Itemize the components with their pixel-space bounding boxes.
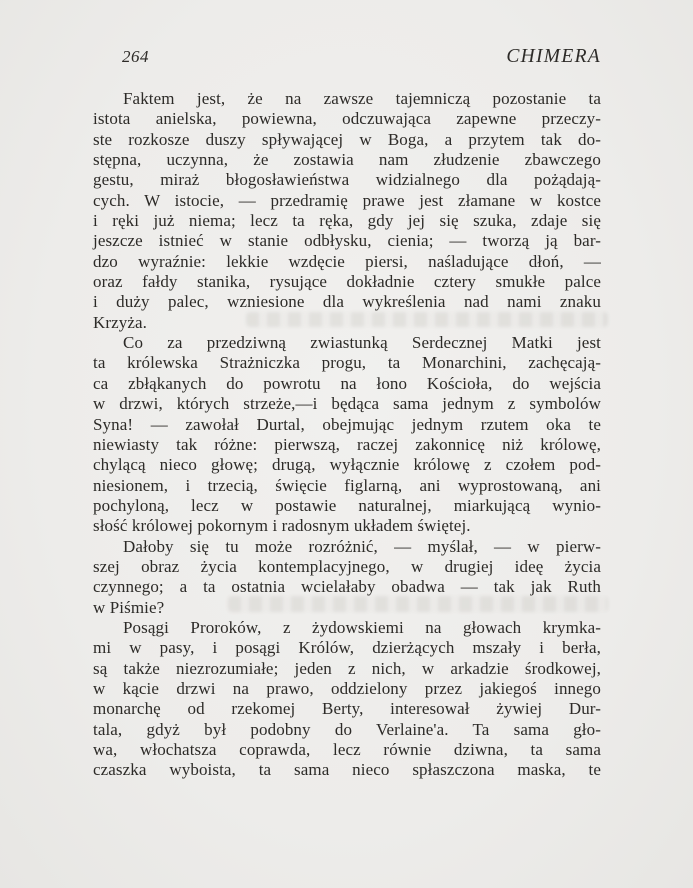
text-line: dzo wyraźnie: lekkie wzdęcie piersi, naśladujące dłoń, — bbox=[93, 251, 601, 271]
paragraph bbox=[93, 89, 601, 333]
text-line: Posągi Proroków, z żydowskiemi na głowach krymka- bbox=[123, 617, 601, 637]
text-line: czaszka wyboista, ta sama nieco spłaszczona maska, te bbox=[93, 760, 601, 780]
text-line: wa, włochatsza coprawda, lecz równie dziwna, ta sama bbox=[93, 740, 601, 759]
text-line: w Piśmie? bbox=[93, 597, 165, 617]
text-line: niesionem, i trzecią, święcie figlarną, ani wyprostowaną, ani bbox=[93, 475, 601, 495]
text-line: ca zbłąkanych do powrotu na łono Kościoła, do wejścia bbox=[93, 373, 601, 393]
text-line: słość królowej pokornym i radosnym układem świętej. bbox=[93, 516, 471, 536]
text-line: Krzyża. bbox=[93, 312, 148, 332]
text-line: stępna, uczynna, że zostawia nam złudzenie zbawczego bbox=[93, 150, 601, 170]
text-line: ste rozkosze duszy spływającej w Boga, a przytem tak do- bbox=[93, 129, 601, 149]
text-line: Syna! — zawołał Durtal, obejmując jednym rzutem oka te bbox=[93, 414, 601, 434]
page-number: 264 bbox=[122, 47, 149, 66]
text-line: tala, gdyż był podobny do Verlaine'a. Ta sama gło- bbox=[93, 719, 601, 739]
text-line: Faktem jest, że na zawsze tajemniczą pozostanie ta bbox=[123, 89, 601, 108]
text-line: i duży palec, wzniesione dla wykreślenia nad nami znaku bbox=[93, 292, 601, 312]
text-line: gestu, miraż błogosławieństwa widzialnego dla pożądają- bbox=[93, 170, 601, 190]
text-line: oraz fałdy stanika, rysujące dokładnie cztery smukłe palce bbox=[93, 272, 601, 292]
text-line: chylącą nieco głowę; drugą, wyłącznie królowę z czołem pod- bbox=[93, 455, 601, 475]
text-line: szej obraz życia kontemplacyjnego, w drugiej ideę życia bbox=[93, 556, 601, 576]
text-line: Dałoby się tu może rozróżnić, — myślał, — w pierw- bbox=[123, 536, 601, 556]
text-block bbox=[93, 89, 601, 781]
journal-title: CHIMERA bbox=[506, 46, 601, 67]
text-line: ta królewska Strażniczka progu, ta Monarchini, zachęcają- bbox=[93, 353, 601, 373]
paragraph bbox=[93, 537, 601, 618]
text-line: w drzwi, których strzeże,—i będąca sama jednym z symbolów bbox=[93, 394, 601, 414]
text-line: czynnego; a ta ostatnia wcielałaby obadwa — tak jak Ruth bbox=[93, 577, 601, 597]
text-line: i ręki już niema; lecz ta ręka, gdy jej się szuka, zdaje się bbox=[93, 211, 601, 231]
paragraph bbox=[93, 333, 601, 536]
text-line: Co za przedziwną zwiastunką Serdecznej Matki jest bbox=[123, 333, 601, 353]
text-line: mi w pasy, i posągi Królów, dzierżących mszały i berła, bbox=[93, 638, 601, 658]
text-line: istota anielska, powiewna, odczuwająca zapewne przeczy- bbox=[93, 109, 601, 129]
text-line: pochyloną, lecz w postawie naturalnej, miarkującą wynio- bbox=[93, 495, 601, 515]
paragraph bbox=[93, 618, 601, 781]
text-line: cych. W istocie, — przedramię prawe jest złamane w kostce bbox=[93, 190, 601, 210]
text-line: jeszcze istnieć w stanie odbłysku, cienia; — tworzą ją bar- bbox=[93, 231, 601, 251]
text-line: w kącie drzwi na prawo, oddzielony przez jakiegoś innego bbox=[93, 678, 601, 698]
text-line: niewiasty tak różne: pierwszą, raczej zakonnicę niż królowę, bbox=[93, 434, 601, 454]
running-head bbox=[93, 46, 601, 68]
text-line: monarchę od rzekomej Berty, interesował żywiej Dur- bbox=[93, 699, 601, 719]
text-line: są także niezrozumiałe; jeden z nich, w arkadzie środkowej, bbox=[93, 658, 601, 678]
